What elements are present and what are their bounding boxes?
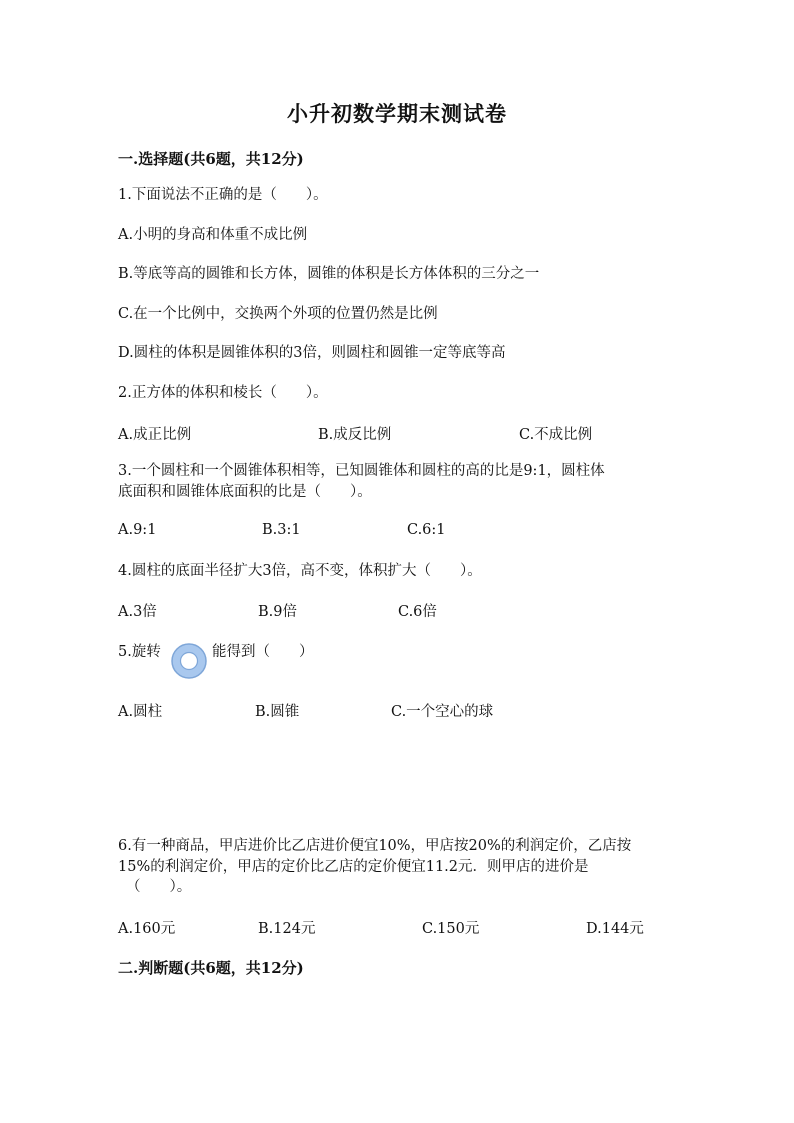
- section-heading-judgement: 二.判断题(共6题，共12分): [118, 959, 304, 977]
- question-6-stem-line1: 6.有一种商品，甲店进价比乙店进价便宜10%，甲店按20%的利润定价，乙店按: [118, 838, 632, 854]
- question-5-stem-after: 能得到（ ）: [212, 644, 314, 660]
- question-4-stem: 4.圆柱的底面半径扩大3倍，高不变，体积扩大（ ）。: [118, 563, 482, 579]
- question-6-option-c: C.150元: [422, 921, 480, 937]
- question-6-stem-line2: 15%的利润定价，甲店的定价比乙店的定价便宜11.2元．则甲店的进价是: [118, 859, 589, 875]
- ring-icon: [170, 642, 208, 680]
- question-5-option-c: C.一个空心的球: [391, 704, 494, 720]
- question-1-option-d: D.圆柱的体积是圆锥体积的3倍，则圆柱和圆锥一定等底等高: [118, 345, 506, 361]
- question-4-option-b: B.9倍: [258, 604, 297, 620]
- question-3-stem-line2: 底面积和圆锥体底面积的比是（ ）。: [118, 484, 372, 500]
- question-1-option-b: B.等底等高的圆锥和长方体，圆锥的体积是长方体体积的三分之一: [118, 266, 540, 282]
- section-heading-choice: 一.选择题(共6题，共12分): [118, 150, 304, 168]
- question-3-stem-line1: 3.一个圆柱和一个圆锥体积相等，已知圆锥体和圆柱的高的比是9:1，圆柱体: [118, 463, 605, 479]
- question-6-option-a: A.160元: [118, 921, 176, 937]
- question-2-option-c: C.不成比例: [519, 427, 593, 443]
- question-4-option-a: A.3倍: [118, 604, 157, 620]
- question-5-option-a: A.圆柱: [118, 704, 163, 720]
- question-6-stem-line3: （ ）。: [126, 879, 192, 895]
- question-6-option-d: D.144元: [586, 921, 644, 937]
- question-2-stem: 2.正方体的体积和棱长（ ）。: [118, 385, 328, 401]
- question-1-option-a: A.小明的身高和体重不成比例: [118, 227, 308, 243]
- question-5-option-b: B.圆锥: [255, 704, 300, 720]
- question-1-option-c: C.在一个比例中，交换两个外项的位置仍然是比例: [118, 306, 438, 322]
- question-3-option-b: B.3:1: [262, 522, 301, 538]
- question-2-option-a: A.成正比例: [118, 427, 192, 443]
- question-5-stem-before: 5.旋转: [118, 644, 161, 660]
- question-3-option-a: A.9:1: [118, 522, 157, 538]
- question-6-option-b: B.124元: [258, 921, 316, 937]
- question-1-stem: 1.下面说法不正确的是（ ）。: [118, 187, 328, 203]
- question-3-option-c: C.6:1: [407, 522, 446, 538]
- question-2-option-b: B.成反比例: [318, 427, 392, 443]
- page-title: 小升初数学期末测试卷: [287, 101, 507, 126]
- question-4-option-c: C.6倍: [398, 604, 437, 620]
